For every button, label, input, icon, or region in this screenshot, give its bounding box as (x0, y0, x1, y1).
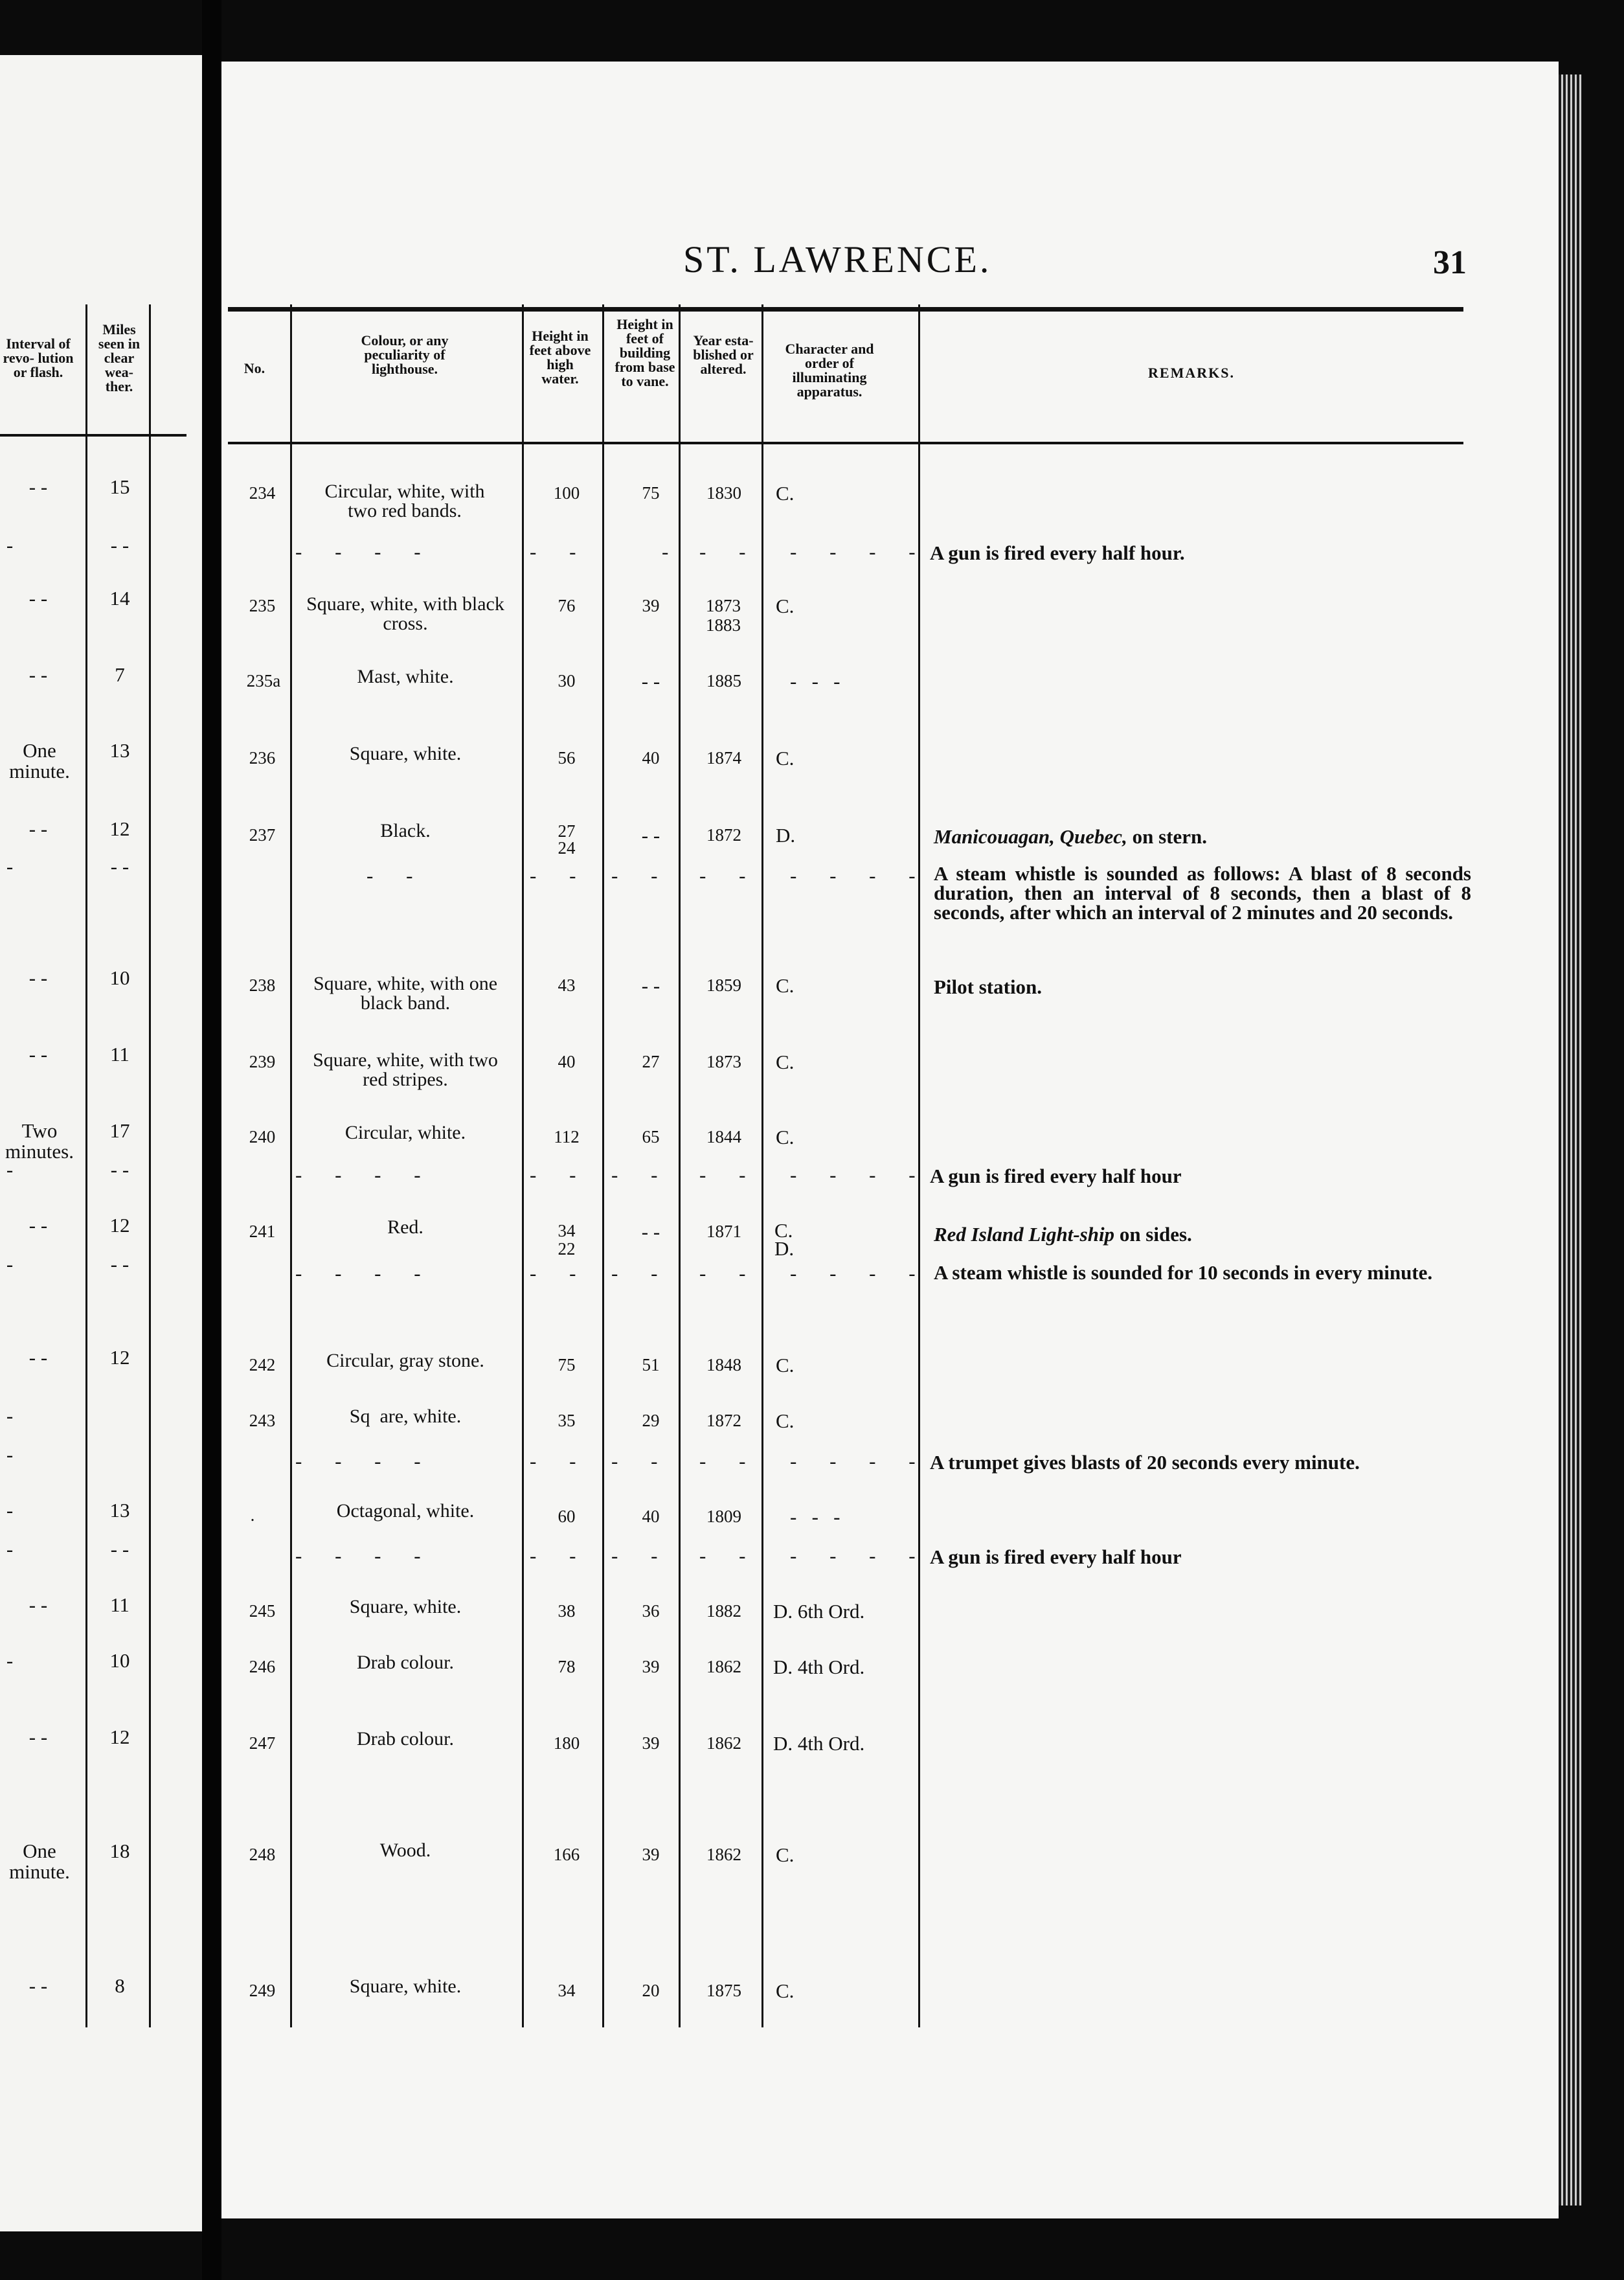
row-247-h-building: 39 (642, 1733, 660, 1753)
row-234-char: C. (776, 482, 795, 505)
row-238-colour: Square, white, with one black band. (313, 973, 498, 1014)
remark-241a-rest: on sides. (1114, 1223, 1192, 1246)
row-236-h-water: 56 (558, 748, 576, 768)
header-colour: Colour, or any peculiarity of lighthouse. (361, 332, 449, 377)
row-244-year: 1809 (706, 1507, 741, 1526)
column-rule-colour (522, 304, 524, 2027)
left-miles-237b: - - (110, 855, 130, 878)
row-240-dash-colour: - - - - (295, 1163, 422, 1186)
remark-243: A trumpet gives blasts of 20 seconds every minute. (930, 1451, 1360, 1474)
left-miles-247: 12 (109, 1726, 130, 1748)
left-interval-240: Two minutes. (5, 1119, 74, 1163)
row-237-h-water: 27 24 (558, 821, 576, 858)
row-235a-h-water: 30 (558, 671, 576, 690)
row-235a-no: 235a (246, 671, 281, 690)
left-interval-234b: - (6, 534, 14, 556)
left-interval-239: - - (28, 1043, 48, 1066)
row-235-no: 235 (249, 596, 276, 615)
left-interval-248: One minute. (9, 1840, 70, 1883)
row-246-h-water: 78 (558, 1657, 576, 1676)
remark-241a (934, 1224, 1192, 1244)
row-243-dash-year: - - (699, 1450, 747, 1472)
row-241-dash-char: - - - - (790, 1262, 917, 1284)
row-237-no: 237 (249, 825, 276, 845)
row-240-year: 1844 (706, 1127, 741, 1146)
row-234-h-building: 75 (642, 483, 660, 503)
header-year: Year esta- blished or altered. (693, 332, 754, 377)
row-241-dash-year: - - (699, 1262, 747, 1284)
row-240-char: C. (776, 1126, 795, 1148)
left-interval-234: - - (28, 475, 48, 498)
left-miles-242: 12 (109, 1346, 130, 1369)
left-interval-249: - - (28, 1974, 48, 1997)
left-interval-247: - - (28, 1726, 48, 1748)
left-interval-243: - (6, 1404, 14, 1427)
left-miles-244: 13 (109, 1499, 130, 1522)
row-235-h-building: 39 (642, 596, 660, 615)
row-244-no: . (250, 1505, 255, 1525)
row-249-no: 249 (249, 1981, 276, 2000)
left-header-rule (0, 434, 186, 437)
row-244-h-water: 60 (558, 1507, 576, 1526)
row-247-h-water: 180 (553, 1733, 580, 1753)
row-241-no: 241 (249, 1222, 276, 1241)
left-interval-238: - - (28, 966, 48, 989)
row-246-char: D. 4th Ord. (773, 1656, 865, 1678)
remark-238: Pilot station. (934, 975, 1043, 998)
row-240-dash-hb: - - (611, 1163, 659, 1186)
remark-241a-italic: Red Island Light-ship (934, 1223, 1115, 1246)
left-miles-241b: - - (110, 1253, 130, 1275)
left-miles-244b: - - (110, 1538, 130, 1560)
column-rule-height-building (679, 304, 681, 2027)
left-interval-235a: - - (28, 663, 48, 686)
row-248-char: C. (776, 1843, 795, 1866)
row-249-char: C. (776, 1979, 795, 2002)
remark-237a (934, 826, 1207, 847)
row-240-no: 240 (249, 1127, 276, 1146)
row-249-colour: Square, white. (349, 1976, 462, 1997)
row-235-h-water: 76 (558, 596, 576, 615)
left-miles-241: 12 (109, 1214, 130, 1237)
left-miles-245: 11 (110, 1593, 130, 1616)
row-235a-colour: Mast, white. (357, 666, 454, 687)
row-236-no: 236 (249, 748, 276, 768)
row-245-colour: Square, white. (349, 1596, 462, 1617)
row-245-h-water: 38 (558, 1601, 576, 1621)
left-interval-243b: - (6, 1443, 14, 1466)
row-244-h-building: 40 (642, 1507, 660, 1526)
row-237-dash-hw: - - (530, 864, 578, 887)
left-miles-235a: 7 (115, 663, 125, 686)
page-number: 31 (1433, 244, 1467, 281)
row-243-dash-hb: - - (611, 1450, 659, 1472)
row-237-year: 1872 (706, 825, 741, 845)
row-236-year: 1874 (706, 748, 741, 768)
row-241-dash-hb: - - (611, 1262, 659, 1284)
row-236-colour: Square, white. (349, 743, 462, 764)
header-height-water: Height in feet above high water. (529, 328, 591, 387)
row-243-colour: Sq are, white. (349, 1406, 462, 1427)
left-miles-235: 14 (109, 587, 130, 610)
left-column-rule-1 (85, 304, 87, 2027)
left-interval-246: - (6, 1649, 14, 1672)
row-242-h-water: 75 (558, 1355, 576, 1374)
left-miles-234b: - - (110, 534, 130, 556)
row-240-h-water: 112 (554, 1127, 580, 1146)
row-244-dash-char: - - - - (790, 1544, 917, 1567)
row-239-char: C. (776, 1051, 795, 1073)
column-rule-no (290, 304, 292, 2027)
row-234-h-water: 100 (553, 483, 580, 503)
row-238-h-building: - - (641, 974, 660, 997)
row-249-h-building: 20 (642, 1981, 660, 2000)
left-interval-235: - - (28, 587, 48, 610)
left-interval-236: One minute. (9, 739, 70, 782)
remark-237a-italic: Manicouagan, Quebec, (934, 825, 1127, 848)
left-miles-234: 15 (109, 475, 130, 498)
row-244-dash-colour: - - - - (295, 1544, 422, 1567)
row-243-dash-colour: - - - - (295, 1450, 422, 1472)
row-244-dash-hb: - - (611, 1544, 659, 1567)
row-240-dash-char: - - - - (790, 1163, 917, 1186)
column-rule-height-water (602, 304, 604, 2027)
row-237-dash-hb: - - (611, 864, 659, 887)
row-238-h-water: 43 (558, 975, 576, 995)
row-243-char: C. (776, 1409, 795, 1432)
left-interval-244: - (6, 1499, 14, 1522)
row-238-no: 238 (249, 975, 276, 995)
left-interval-244b: - (6, 1538, 14, 1560)
row-237-dash-colour: - - (367, 864, 414, 887)
left-column-rule-2 (149, 304, 151, 2027)
row-237-dash-char: - - - - (790, 864, 917, 887)
row-235-year: 1873 1883 (706, 596, 741, 635)
left-miles-249: 8 (115, 1974, 125, 1997)
row-237-h-building: - - (641, 824, 660, 847)
row-247-char: D. 4th Ord. (773, 1732, 865, 1755)
row-241-dash-hw: - - (530, 1262, 578, 1284)
row-243-year: 1872 (706, 1411, 741, 1430)
header-top-rule (228, 307, 1463, 312)
remark-241b: A steam whistle is sounded for 10 seconds in every minute. (934, 1261, 1433, 1284)
row-246-h-building: 39 (642, 1657, 660, 1676)
row-239-no: 239 (249, 1052, 276, 1071)
row-249-year: 1875 (706, 1981, 741, 2000)
row-242-colour: Circular, gray stone. (326, 1350, 484, 1371)
left-interval-242: - - (28, 1346, 48, 1369)
left-interval-237: - - (28, 817, 48, 840)
row-240-colour: Circular, white. (344, 1122, 466, 1143)
left-miles-248: 18 (109, 1840, 130, 1862)
row-240-dash-year: - - (699, 1163, 747, 1186)
header-character: Character and order of illuminating apparatus. (785, 341, 874, 400)
left-interval-240b: - (6, 1158, 14, 1181)
row-235a-year: 1885 (706, 671, 741, 690)
row-244-dash-hw: - - (530, 1544, 578, 1567)
row-235-char: C. (776, 595, 795, 617)
row-246-colour: Drab colour. (357, 1652, 454, 1673)
row-244-char: - - - (790, 1505, 840, 1528)
header-miles: Miles seen in clear wea- ther. (98, 321, 141, 394)
row-234-dash-hb: - (662, 540, 670, 563)
left-miles-240b: - - (110, 1158, 130, 1181)
header-height-building: Height in feet of building from base to vane. (615, 316, 675, 389)
header-bottom-rule (228, 442, 1463, 444)
row-238-year: 1859 (706, 975, 741, 995)
header-no: No. (243, 360, 265, 376)
left-interval-241b: - (6, 1253, 14, 1275)
row-234-year: 1830 (706, 483, 741, 503)
header-remarks: REMARKS. (1148, 365, 1235, 381)
row-237-char: D. (776, 824, 796, 847)
row-241-h-water: 34 22 (558, 1221, 576, 1259)
row-242-no: 242 (249, 1355, 276, 1374)
row-234-dash-hw: - - (530, 540, 578, 563)
page-edges (1559, 74, 1582, 2206)
remark-237b: A steam whistle is sounded as follows: A blast of 8 seconds duration, then an interval of 8 seconds, then a blast of 8 seconds, after which an interval of 2 minutes and 20 seconds. (934, 862, 1471, 924)
row-243-h-water: 35 (558, 1411, 576, 1430)
row-242-h-building: 51 (642, 1355, 660, 1374)
left-miles-239: 11 (110, 1043, 130, 1066)
row-246-year: 1862 (706, 1657, 741, 1676)
row-234-no: 234 (249, 483, 276, 503)
left-miles-240: 17 (109, 1119, 130, 1142)
remark-234: A gun is fired every half hour. (930, 542, 1185, 564)
row-235-colour: Square, white, with black cross. (306, 593, 504, 634)
row-243-h-building: 29 (642, 1411, 660, 1430)
row-241-char: C. D. (774, 1219, 795, 1260)
row-245-year: 1882 (706, 1601, 741, 1621)
left-interval-237b: - (6, 855, 14, 878)
row-245-char: D. 6th Ord. (773, 1600, 865, 1623)
row-246-no: 246 (249, 1657, 276, 1676)
book-gutter (202, 0, 221, 2280)
row-242-char: C. (776, 1354, 795, 1376)
row-234-dash-year: - - (699, 540, 747, 563)
row-247-no: 247 (249, 1733, 276, 1753)
row-247-colour: Drab colour. (357, 1728, 454, 1750)
row-248-h-water: 166 (553, 1845, 580, 1864)
row-239-h-water: 40 (558, 1052, 576, 1071)
row-248-no: 248 (249, 1845, 276, 1864)
row-245-no: 245 (249, 1601, 276, 1621)
header-interval: Interval of revo- lution or flash. (3, 336, 74, 380)
row-241-year: 1871 (706, 1222, 741, 1241)
row-249-h-water: 34 (558, 1981, 576, 2000)
left-miles-237: 12 (109, 817, 130, 840)
row-244-colour: Octagonal, white. (336, 1500, 475, 1522)
left-interval-241: - - (28, 1214, 48, 1237)
row-247-year: 1862 (706, 1733, 741, 1753)
row-237-dash-year: - - (699, 864, 747, 887)
row-243-no: 243 (249, 1411, 276, 1430)
row-248-h-building: 39 (642, 1845, 660, 1864)
left-miles-236: 13 (109, 739, 130, 762)
row-235a-char: - - - (790, 670, 840, 692)
row-240-dash-hw: - - (530, 1163, 578, 1186)
row-248-colour: Wood. (379, 1840, 431, 1861)
row-245-h-building: 36 (642, 1601, 660, 1621)
row-242-year: 1848 (706, 1355, 741, 1374)
remark-237a-rest: on stern. (1127, 825, 1207, 848)
remark-240: A gun is fired every half hour (930, 1165, 1182, 1187)
remark-244: A gun is fired every half hour (930, 1545, 1182, 1568)
row-234-dash-char: - - - - (790, 540, 917, 563)
row-240-h-building: 65 (642, 1127, 660, 1146)
column-rule-year (761, 304, 763, 2027)
row-244-dash-year: - - (699, 1544, 747, 1567)
row-236-h-building: 40 (642, 748, 660, 768)
left-interval-245: - - (28, 1593, 48, 1616)
row-239-h-building: 27 (642, 1052, 660, 1071)
column-rule-character (918, 304, 920, 2027)
row-237-colour: Black. (380, 820, 431, 841)
row-236-char: C. (776, 747, 795, 770)
row-238-char: C. (776, 974, 795, 997)
row-234-colour: Circular, white, with two red bands. (324, 481, 485, 521)
row-241-dash-colour: - - - - (295, 1262, 422, 1284)
row-241-colour: Red. (387, 1216, 423, 1238)
row-239-colour: Square, white, with two red stripes. (313, 1049, 498, 1090)
row-243-dash-char: - - - - (790, 1450, 917, 1472)
row-234-dash-colour: - - - - (295, 540, 422, 563)
row-239-year: 1873 (706, 1052, 741, 1071)
page-title: ST. LAWRENCE. (683, 238, 992, 280)
left-miles-246: 10 (109, 1649, 130, 1672)
left-miles-238: 10 (109, 966, 130, 989)
row-241-h-building: - - (641, 1220, 660, 1243)
row-243-dash-hw: - - (530, 1450, 578, 1472)
row-248-year: 1862 (706, 1845, 741, 1864)
row-235a-h-building: - - (641, 670, 660, 692)
